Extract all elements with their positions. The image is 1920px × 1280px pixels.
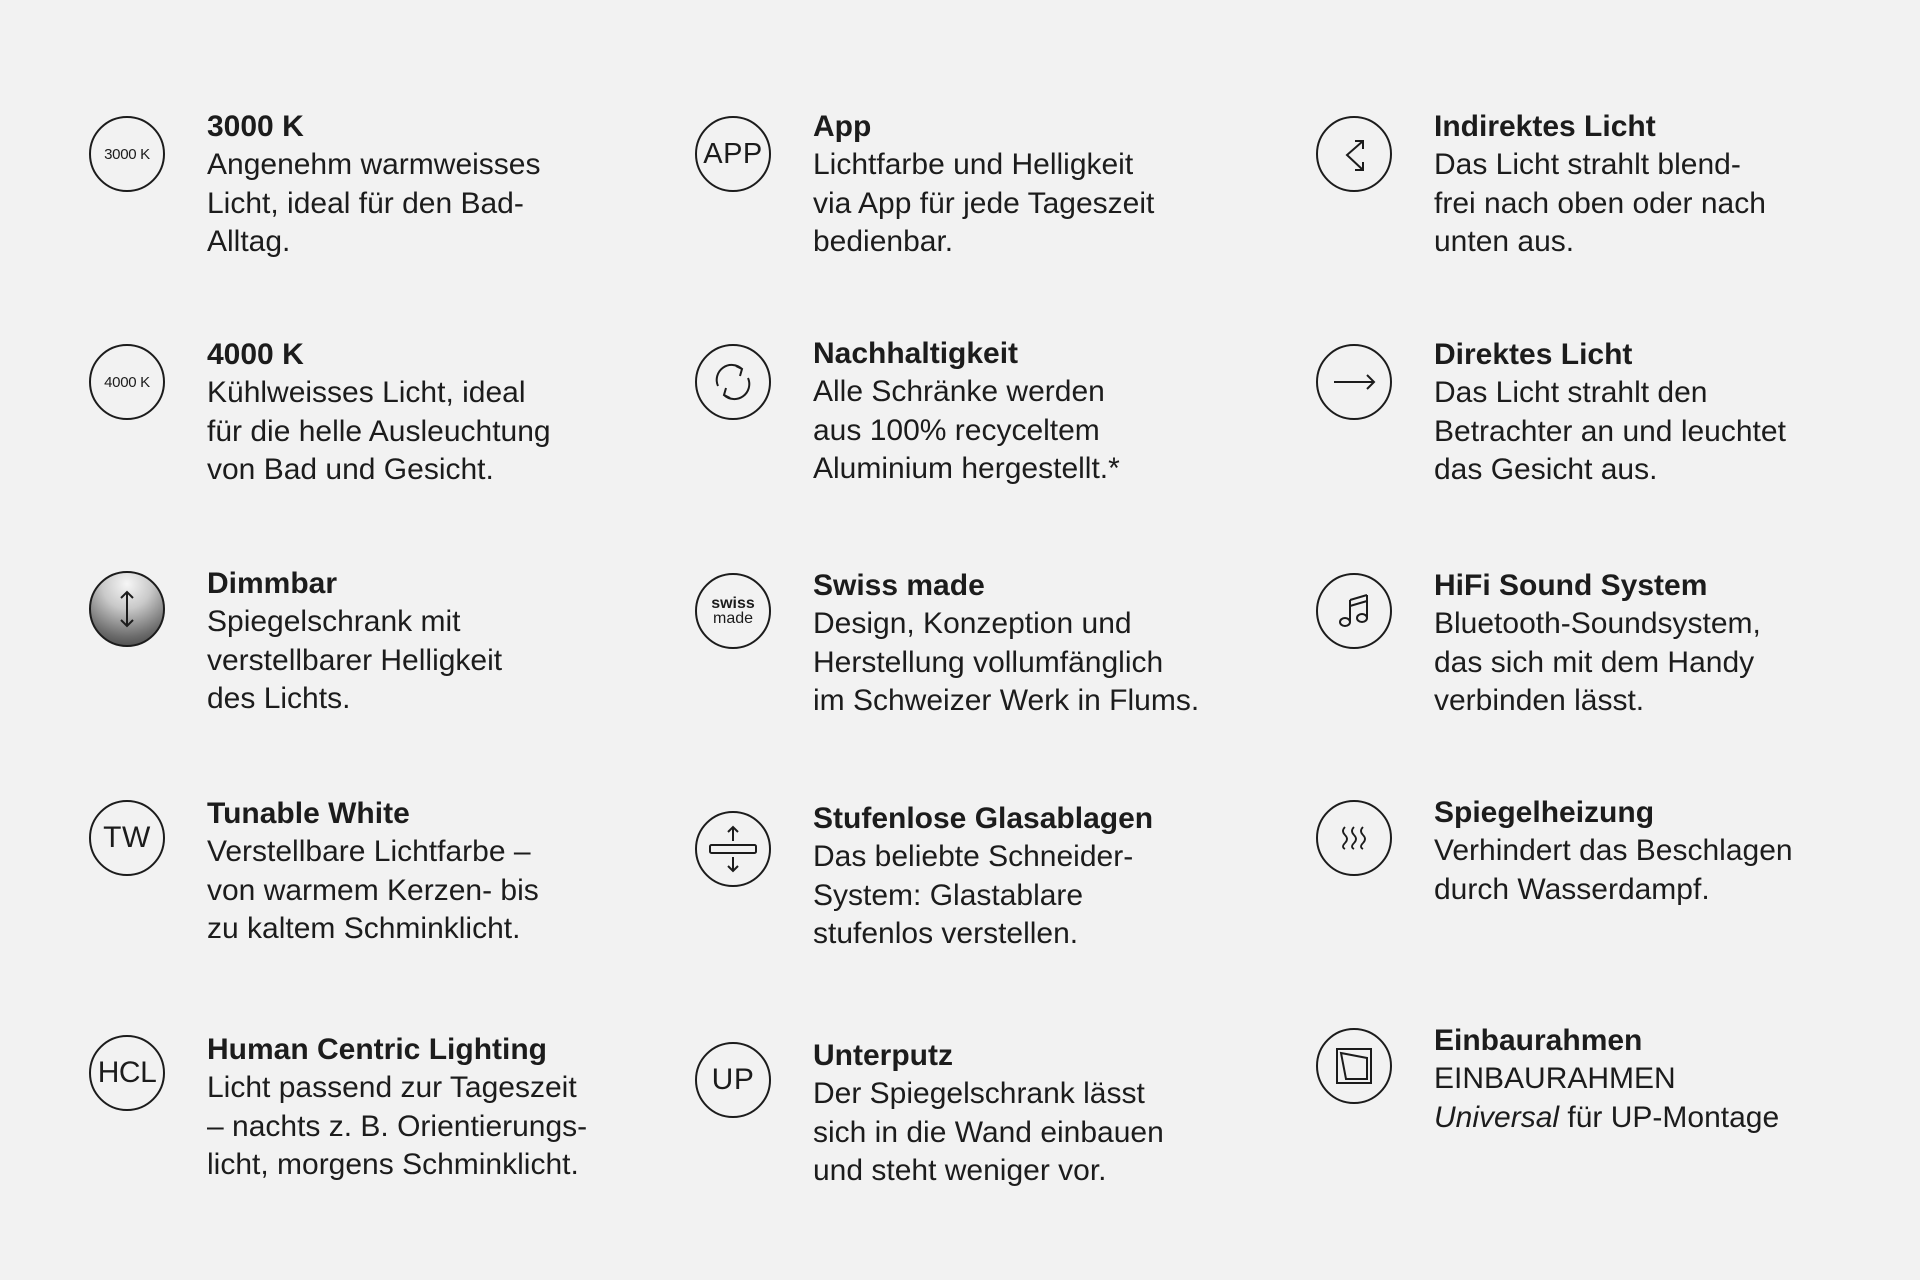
up-icon-label: UP — [711, 1063, 755, 1096]
feature-title: 4000 K — [207, 338, 304, 371]
feature-text — [1434, 108, 1814, 262]
angle-arrow-icon — [1330, 130, 1378, 178]
indirect-light-icon — [1316, 116, 1392, 192]
feature-title: Unterputz — [813, 1039, 953, 1072]
feature-description: Das Licht strahlt blend- frei nach oben oder nach unten aus. — [1434, 148, 1766, 258]
direct-light-icon — [1316, 344, 1392, 420]
feature-description: Der Spiegelschrank lässt sich in die Wand einbauen und steht weniger vor. — [813, 1077, 1164, 1187]
feature-title: Swiss made — [813, 569, 985, 602]
feature-title: 3000 K — [207, 110, 304, 143]
feature-description: Bluetooth-Soundsystem, das sich mit dem Handy verbinden lässt. — [1434, 607, 1761, 717]
feature-text — [813, 335, 1193, 489]
feature-description: Lichtfarbe und Helligkeit via App für jede Tageszeit bedienbar. — [813, 148, 1155, 258]
music-note-icon — [1316, 573, 1392, 649]
tunable-white-icon-label: TW — [103, 821, 151, 854]
hcl-icon — [89, 1035, 165, 1111]
app-icon-label: APP — [703, 137, 763, 170]
cycle-arrows-icon — [709, 358, 757, 406]
feature-title: HiFi Sound System — [1434, 569, 1708, 602]
feature-description: Spiegelschrank mit verstellbarer Helligkeit des Lichts. — [207, 605, 503, 715]
music-notes-icon — [1332, 589, 1376, 633]
3000k-icon — [89, 116, 165, 192]
feature-description: Design, Konzeption und Herstellung vollumfänglich im Schweizer Werk in Flums. — [813, 607, 1200, 717]
feature-description: Licht passend zur Tageszeit – nachts z. B. Orientierungs- licht, morgens Schminklicht. — [207, 1071, 588, 1181]
feature-text — [207, 795, 587, 949]
frame-icon — [1316, 1028, 1392, 1104]
feature-description: Verhindert das Beschlagen durch Wasserdampf. — [1434, 834, 1793, 906]
feature-text — [1434, 567, 1814, 721]
feature-title: Indirektes Licht — [1434, 110, 1656, 143]
recycle-icon — [695, 344, 771, 420]
feature-text — [813, 1037, 1193, 1191]
feature-title: Human Centric Lighting — [207, 1033, 547, 1066]
feature-text — [813, 567, 1200, 721]
feature-title: Stufenlose Glasablagen — [813, 802, 1154, 835]
feature-description: Alle Schränke werden aus 100% recyceltem Aluminium hergestellt.* — [813, 375, 1120, 485]
feature-text — [1434, 1022, 1814, 1137]
swiss-made-icon — [695, 573, 771, 649]
feature-title: Einbaurahmen — [1434, 1024, 1643, 1057]
shelf-arrows-icon — [705, 821, 761, 877]
feature-title: Spiegelheizung — [1434, 796, 1655, 829]
feature-title: App — [813, 110, 872, 143]
up-down-arrow-icon — [112, 587, 142, 631]
4000k-icon-label: 4000 K — [104, 373, 150, 391]
feature-text — [207, 565, 587, 719]
app-icon — [695, 116, 771, 192]
feature-text — [813, 800, 1193, 954]
feature-description: Angenehm warmweisses Licht, ideal für den Bad- Alltag. — [207, 148, 541, 258]
feature-title: Direktes Licht — [1434, 338, 1633, 371]
hcl-icon-label: HCL — [97, 1056, 157, 1089]
feature-description: Das beliebte Schneider- System: Glastablare stufenlos verstellen. — [813, 840, 1134, 950]
3000k-icon-label: 3000 K — [104, 145, 150, 163]
feature-text — [207, 108, 587, 262]
feature-description: Verstellbare Lichtfarbe – von warmem Kerzen- bis zu kaltem Schminklicht. — [207, 835, 539, 945]
frame-box-icon — [1328, 1040, 1380, 1092]
up-icon — [695, 1042, 771, 1118]
feature-text — [1434, 794, 1814, 909]
tunable-white-icon — [89, 800, 165, 876]
feature-title: Dimmbar — [207, 567, 338, 600]
right-arrow-icon — [1329, 367, 1379, 397]
feature-text — [813, 108, 1193, 262]
mirror-heating-icon — [1316, 800, 1392, 876]
heat-waves-icon — [1334, 818, 1374, 858]
feature-description: Kühlweisses Licht, ideal für die helle Ausleuchtung von Bad und Gesicht. — [207, 376, 551, 486]
feature-description: EINBAURAHMEN Universal für UP-Montage — [1434, 1062, 1780, 1134]
swiss-made-icon-label: swiss made — [711, 595, 755, 627]
feature-title: Nachhaltigkeit — [813, 337, 1019, 370]
dimmable-icon — [89, 571, 165, 647]
glass-shelf-icon — [695, 811, 771, 887]
feature-title: Tunable White — [207, 797, 410, 830]
feature-text — [207, 336, 587, 490]
feature-text — [207, 1031, 587, 1185]
feature-text — [1434, 336, 1814, 490]
feature-description: Das Licht strahlt den Betrachter an und leuchtet das Gesicht aus. — [1434, 376, 1786, 486]
4000k-icon — [89, 344, 165, 420]
